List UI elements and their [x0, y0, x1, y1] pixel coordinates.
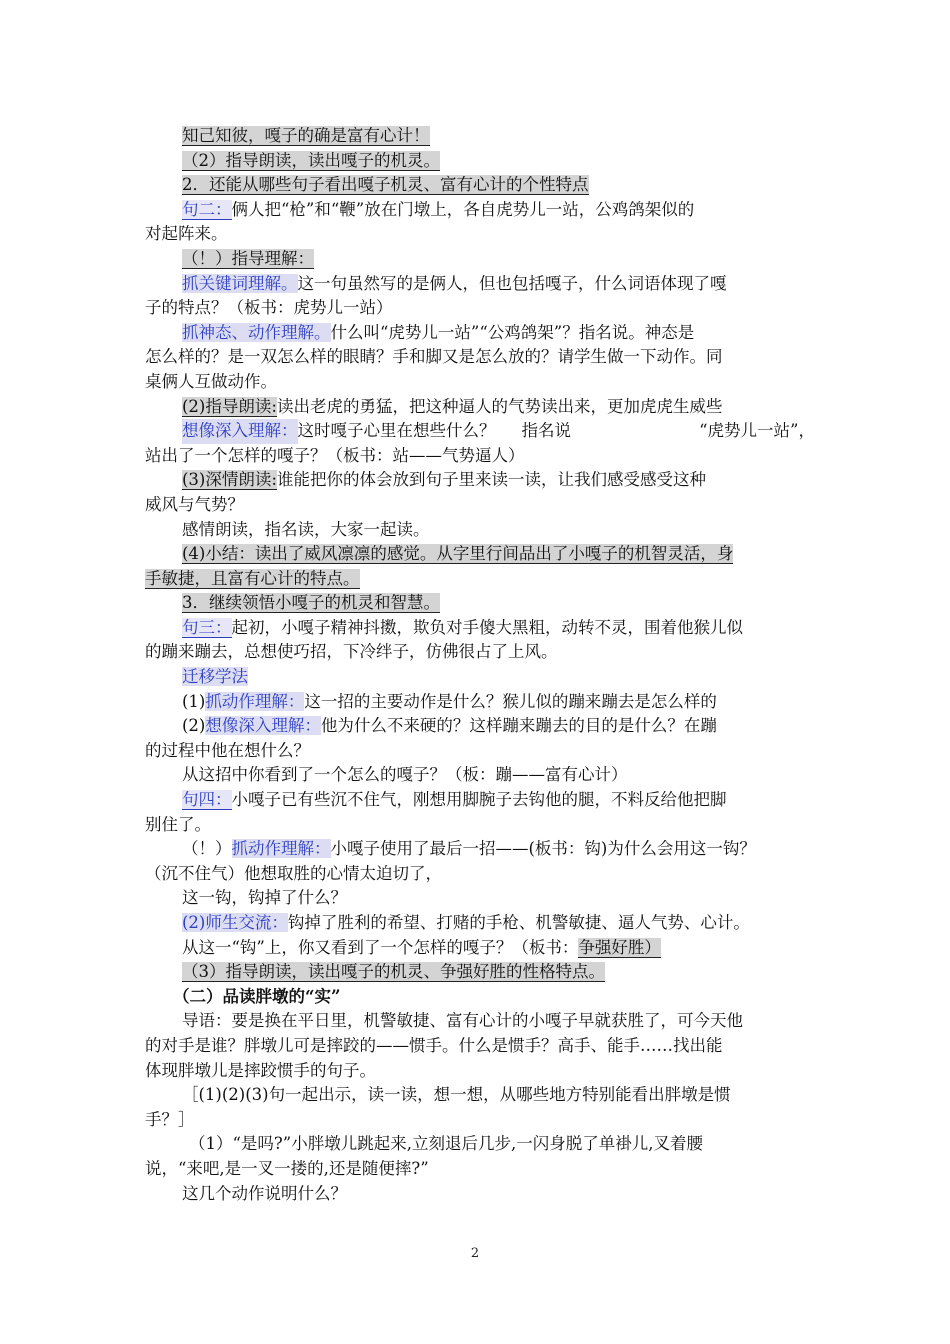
method-label: 想像深入理解：	[205, 716, 321, 736]
sentence-label: 句二：	[182, 199, 232, 219]
text-line	[145, 665, 815, 690]
page-number: 2	[470, 1246, 480, 1261]
text-line: 想像深入理解： 这时嘎子心里在想些什么？ 指名说 “虎势儿一站”，	[145, 419, 815, 444]
text-line: 这一钩，钩掉了什么？	[182, 888, 347, 908]
method-label: 迁移学法	[182, 667, 248, 687]
text-line: 子的特点？（板书：虎势儿一站）	[145, 298, 393, 318]
text-line: 体现胖墩儿是摔跤惯手的句子。	[145, 1060, 376, 1080]
text-line: 手？］	[145, 1109, 195, 1129]
sentence-label: 句四：	[182, 790, 232, 810]
text-line: 导语：要是换在平日里，机警敏捷、富有心计的小嘎子早就获胜了，可今天他	[182, 1011, 743, 1031]
text-line: 站出了一个怎样的嘎子？（板书：站——气势逼人）	[145, 445, 525, 465]
text-line: 的对手是谁？胖墩儿可是摔跤的——惯手。什么是惯手？高手、能手……找出能	[145, 1035, 723, 1055]
text-line: 的过程中他在想什么？	[145, 740, 310, 760]
text-line: （！）抓动作理解：小嘎子使用了最后一招——(板书：钩)为什么会用这一钩？	[182, 839, 756, 859]
text-line: 怎么样的？是一双怎么样的眼睛？手和脚又是怎么放的？请学生做一下动作。同	[145, 347, 723, 367]
section-heading: （二）品读胖墩的“实”	[173, 986, 341, 1006]
text-line: 说，“来吧,是一叉一搂的,还是随便摔?”	[145, 1158, 429, 1178]
text-line: 这几个动作说明什么？	[182, 1183, 347, 1203]
text-line: (3)深情朗读:谁能把你的体会放到句子里来读一读，让我们感受感受这种	[182, 470, 706, 490]
text-line: 句二：俩人把“枪”和“鞭”放在门墩上，各自虎势儿一站，公鸡鸽架似的	[182, 199, 695, 219]
section-heading: 3．继续领悟小嘎子的机灵和智慧。	[182, 593, 440, 613]
text-line: (1)抓动作理解：这一招的主要动作是什么？猴儿似的蹦来蹦去是怎么样的	[182, 691, 717, 711]
text-line: 威风与气势？	[145, 494, 244, 514]
text-line: ［(1)(2)(3)句一起出示，读一读，想一想，从哪些地方特别能看出胖墩是惯	[182, 1085, 731, 1105]
text-line: 句四：小嘎子已有些沉不住气，刚想用脚腕子去钩他的腿，不料反给他把脚	[182, 790, 727, 810]
text-line: （沉不住气）他想取胜的心情太迫切了，	[145, 863, 442, 883]
text-line: 对起阵来。	[145, 224, 228, 244]
text-line: （2）指导朗读，读出嘎子的机灵。	[182, 150, 440, 170]
text-line: (2)想像深入理解：他为什么不来硬的？这样蹦来蹦去的目的是什么？在蹦	[182, 716, 717, 736]
text-line: 从这一“钩”上，你又看到了一个怎样的嘎子？（板书：争强好胜）	[182, 937, 661, 957]
text-line: （3）指导朗读，读出嘎子的机灵、争强好胜的性格特点。	[182, 962, 605, 982]
text-line: (4)小结：读出了威风凛凛的感觉。从字里行间品出了小嘎子的机智灵活，身	[182, 544, 734, 564]
text-line: （1）“是吗?”小胖墩儿跳起来,立刻退后几步,一闪身脱了单褂儿,叉着腰	[189, 1134, 703, 1154]
text-line: 手敏捷，且富有心计的特点。	[145, 568, 360, 588]
text-line: 句三：起初，小嘎子精神抖擞，欺负对手傻大黑粗，动转不灵，围着他猴儿似	[182, 617, 743, 637]
text-line: （！）指导理解：	[182, 248, 314, 268]
method-label: 抓关键词理解。	[182, 273, 298, 293]
text-line: 感情朗读，指名读，大家一起读。	[182, 519, 430, 539]
text-line: 桌俩人互做动作。	[145, 371, 277, 391]
text-line: (2)师生交流：钩掉了胜利的希望、打赌的手枪、机警敏捷、逼人气势、心计。	[182, 913, 750, 932]
sentence-label: 句三：	[182, 617, 232, 637]
text-line: 别住了。	[145, 814, 211, 834]
section-heading: 2．还能从哪些句子看出嘎子机灵、富有心计的个性特点	[182, 175, 589, 195]
text-line: 抓关键词理解。这一句虽然写的是俩人，但也包括嘎子，什么词语体现了嘎	[182, 273, 727, 293]
method-label: 抓动作理解：	[231, 839, 331, 859]
method-label: 想像深入理解：	[182, 419, 298, 444]
text-line: (2)指导朗读:读出老虎的勇猛，把这种逼人的气势读出来，更加虎虎生威些	[182, 396, 723, 416]
method-label: (2)师生交流：	[182, 913, 288, 932]
document-body	[145, 124, 815, 1206]
text-line: 抓神态、动作理解。什么叫“虎势儿一站”“公鸡鸽架”？指名说。神态是	[182, 322, 695, 342]
method-label: 抓神态、动作理解。	[182, 322, 331, 342]
text-line: 知己知彼，嘎子的确是富有心计！	[182, 126, 430, 145]
method-label: 抓动作理解：	[205, 691, 305, 711]
text-line: 从这招中你看到了一个怎么的嘎子？（板：蹦——富有心计）	[182, 765, 628, 785]
text-line: 的蹦来蹦去，总想使巧招，下冷绊子，仿佛很占了上风。	[145, 642, 558, 662]
